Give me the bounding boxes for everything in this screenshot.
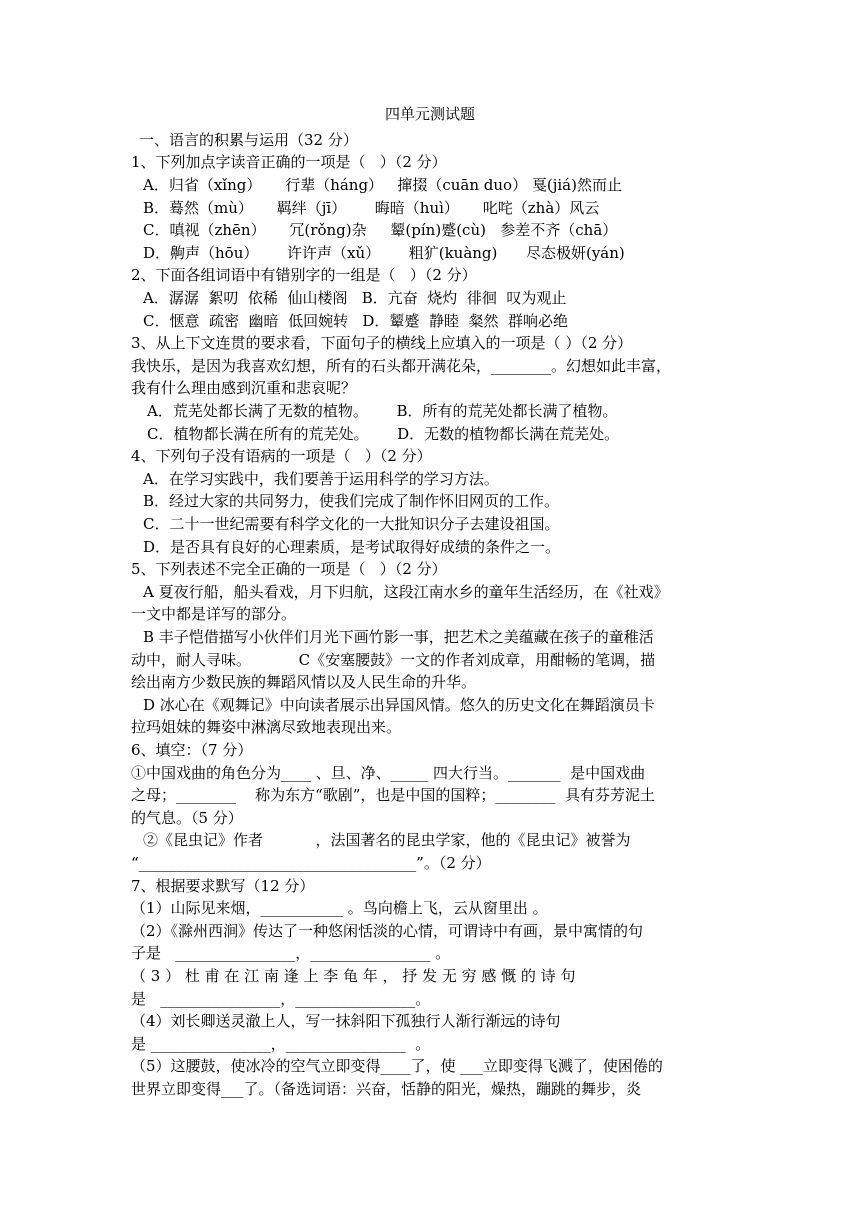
q3-options-ab: A．荒芜处都长满了无数的植物。 B．所有的荒芜处都长满了植物。	[147, 402, 618, 420]
q4-option-a: A．在学习实践中，我们要善于运用科学的学习方法。	[143, 470, 499, 488]
q4-option-b: B．经过大家的共同努力，使我们完成了制作怀旧网页的工作。	[143, 492, 560, 510]
question-2: 2、下面各组词语中有错别字的一组是（ ）（2 分）	[131, 266, 477, 284]
q5-option-bc-line: 动中，耐人寻味。 C《安塞腰鼓》一文的作者刘成章，用酣畅的笔调，描	[131, 651, 656, 669]
question-5: 5、下列表述不完全正确的一项是（ ）（2 分）	[131, 560, 447, 578]
q1-option-c: C．嗔视（zhēn） 冗(rǒng)杂 颦(pín)蹙(cù) 参差不齐（chā）	[143, 221, 618, 239]
question-3: 3、从上下文连贯的要求看，下面句子的横线上应填入的一项是（ ）（2 分）	[131, 334, 633, 352]
q2-options-cd: C．惬意 疏密 幽暗 低回婉转 D．颦蹙 静睦 粲然 群响必绝	[143, 312, 569, 330]
q7-item-2-line-1: （2）《滁州西涧》传达了一种悠闲恬淡的心情，可谓诗中有画，景中寓情的句	[131, 922, 644, 940]
question-1: 1、下列加点字读音正确的一项是（ ）（2 分）	[131, 153, 447, 171]
q5-option-b-line-1: B 丰子恺借描写小伙伴们月光下画竹影一事，把艺术之美蕴藏在孩子的童稚活	[143, 628, 654, 646]
q1-option-d: D．齁声（hōu） 许许声（xǔ） 粗犷(kuàng) 尽态极妍(yán)	[143, 244, 625, 262]
q5-option-c-line-2: 绘出南方少数民族的舞蹈风情以及人民生命的升华。	[131, 673, 477, 691]
q5-option-d-line-2: 拉玛姐妹的舞姿中淋漓尽致地表现出来。	[131, 718, 402, 736]
q7-item-4-line-1: （4）刘长卿送灵澈上人，写一抹斜阳下孤独行人渐行渐远的诗句	[131, 1012, 561, 1030]
q5-option-d-line-1: D 冰心在《观舞记》中向读者展示出异国风情。悠久的历史文化在舞蹈演员卡	[143, 696, 655, 714]
q2-options-ab: A．潺潺 絮叨 依稀 仙山楼阁 B．亢奋 烧灼 徘徊 叹为观止	[143, 289, 567, 307]
q7-item-1: （1）山际见来烟，___________ 。鸟向檐上飞，云从窗里出 。	[131, 899, 548, 917]
q3-options-cd: C．植物都长满在所有的荒芜处。 D．无数的植物都长满在荒芜处。	[147, 425, 620, 443]
q1-option-a: A．归省（xǐng） 行辈（háng） 撺掇（cuān duo） 戛(jiá)然而止	[143, 176, 622, 194]
q7-item-4-line-2: 是 ________________，________________ 。	[131, 1035, 431, 1053]
q6-part-2-line-1: ②《昆虫记》作者 ，法国著名的昆虫学家，他的《昆虫记》被誉为	[143, 831, 631, 849]
q3-passage-line-2: 我有什么理由感到沉重和悲哀呢？	[131, 379, 357, 397]
q6-part-2-line-2: “_____________________________________”。（2 分）	[131, 854, 491, 872]
q6-part-1-line-2: 之母；________ 称为东方“歌剧”，也是中国的国粹；________ 具有芬芳泥土	[131, 786, 655, 804]
page-title: 四单元测试题	[384, 105, 475, 123]
q1-option-b: B．蓦然（mù） 羁绊（jī） 晦暗（huì） 叱咤（zhà）风云	[143, 199, 600, 217]
q5-option-a-line-1: A 夏夜行船，船头看戏，月下归航，这段江南水乡的童年生活经历，在《社戏》	[143, 583, 669, 601]
q7-item-5-line-2: 世界立即变得___了。（备选词语：兴奋，恬静的阳光，燥热，蹦跳的舞步，炎	[131, 1080, 642, 1098]
question-4: 4、下列句子没有语病的一项是（ ）（2 分）	[131, 447, 432, 465]
q5-option-a-line-2: 一文中都是详写的部分。	[131, 605, 297, 623]
q4-option-c: C．二十一世纪需要有科学文化的一大批知识分子去建设祖国。	[143, 515, 560, 533]
q7-item-3-line-2: 是 ________________，________________。	[131, 990, 431, 1008]
q7-item-3-line-1: （ 3 ） 杜 甫 在 江 南 逢 上 李 龟 年 ， 抒 发 无 穷 感 慨 的 诗 句	[131, 967, 576, 985]
q7-item-2-line-2: 子是 ________________，________________ 。	[131, 944, 451, 962]
question-6: 6、填空：（7 分）	[131, 741, 253, 759]
question-7: 7、根据要求默写（12 分）	[131, 877, 315, 895]
q7-item-5-line-1: （5）这腰鼓，使冰冷的空气立即变得____了，使 ___立即变得飞溅了，使困倦的	[131, 1057, 663, 1075]
q3-passage-line-1: 我快乐，是因为我喜欢幻想，所有的石头都开满花朵，________。幻想如此丰富，	[131, 357, 672, 375]
q6-part-1-line-3: 的气息。（5 分）	[131, 809, 243, 827]
q4-option-d: D．是否具有良好的心理素质，是考试取得好成绩的条件之一。	[143, 538, 561, 556]
q6-part-1-line-1: ①中国戏曲的角色分为____ 、旦、净、_____ 四大行当。_______ 是中国戏曲	[131, 764, 646, 782]
section-heading: 一、语言的积累与运用（32 分）	[139, 131, 358, 149]
